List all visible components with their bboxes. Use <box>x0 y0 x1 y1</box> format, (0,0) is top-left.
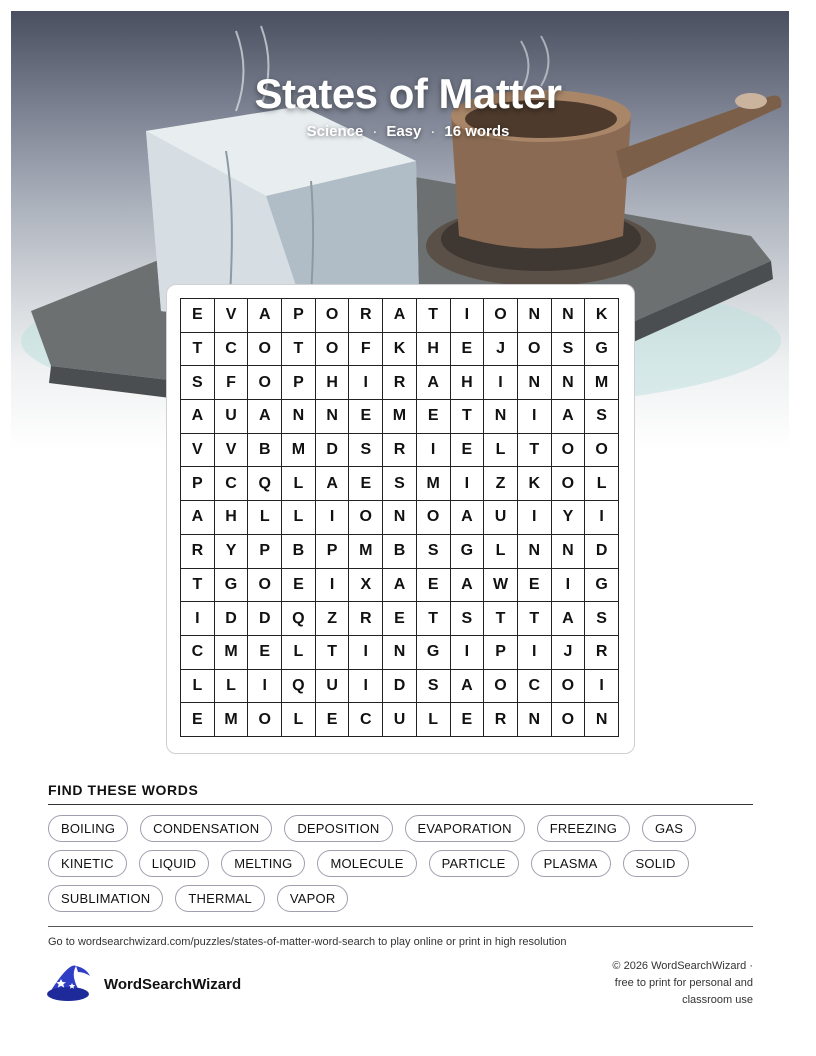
grid-cell[interactable]: O <box>484 299 518 333</box>
grid-cell[interactable]: I <box>484 366 518 400</box>
grid-cell[interactable]: Z <box>316 602 350 636</box>
grid-cell[interactable]: E <box>181 299 215 333</box>
grid-cell[interactable]: I <box>451 299 485 333</box>
grid-cell[interactable]: R <box>383 434 417 468</box>
grid-cell[interactable]: N <box>552 299 586 333</box>
grid-cell[interactable]: N <box>518 299 552 333</box>
divider <box>48 804 753 805</box>
grid-cell[interactable]: U <box>215 400 249 434</box>
grid-cell[interactable]: A <box>383 299 417 333</box>
grid-cell[interactable]: O <box>316 299 350 333</box>
grid-cell[interactable]: S <box>552 333 586 367</box>
grid-cell[interactable]: M <box>282 434 316 468</box>
grid-cell[interactable]: O <box>484 670 518 704</box>
grid-cell[interactable]: T <box>417 299 451 333</box>
word-pill: PARTICLE <box>429 850 519 877</box>
grid-cell[interactable]: N <box>518 366 552 400</box>
grid-cell[interactable]: S <box>451 602 485 636</box>
grid-cell[interactable]: A <box>417 366 451 400</box>
grid-cell[interactable]: N <box>552 535 586 569</box>
grid-cell[interactable]: N <box>282 400 316 434</box>
grid-cell[interactable]: P <box>484 636 518 670</box>
grid-cell[interactable]: L <box>282 636 316 670</box>
grid-cell[interactable]: N <box>484 400 518 434</box>
word-pill: THERMAL <box>175 885 265 912</box>
word-pill: MELTING <box>221 850 305 877</box>
grid-cell[interactable]: A <box>451 569 485 603</box>
grid-cell[interactable]: E <box>282 569 316 603</box>
grid-cell[interactable]: B <box>383 535 417 569</box>
grid-cell[interactable]: R <box>349 299 383 333</box>
word-pill: GAS <box>642 815 696 842</box>
grid-cell[interactable]: K <box>383 333 417 367</box>
copyright-line: © 2026 WordSearchWizard · <box>612 960 753 972</box>
grid-cell[interactable]: E <box>451 333 485 367</box>
grid-cell[interactable]: I <box>585 670 619 704</box>
copyright <box>583 958 753 1009</box>
grid-cell[interactable]: Y <box>215 535 249 569</box>
grid-cell[interactable]: J <box>484 333 518 367</box>
grid-cell[interactable]: F <box>349 333 383 367</box>
copyright-line: free to print for personal and <box>614 977 753 989</box>
grid-cell[interactable]: A <box>248 400 282 434</box>
grid-cell[interactable]: M <box>417 467 451 501</box>
grid-cell[interactable]: R <box>349 602 383 636</box>
grid-cell[interactable]: I <box>316 569 350 603</box>
puzzle-meta <box>0 123 816 140</box>
grid-cell[interactable]: I <box>451 636 485 670</box>
word-pill: SOLID <box>623 850 689 877</box>
grid-cell[interactable]: A <box>451 670 485 704</box>
grid-cell[interactable]: O <box>316 333 350 367</box>
grid-cell[interactable]: L <box>417 703 451 737</box>
grid-cell[interactable]: O <box>248 703 282 737</box>
grid-cell[interactable]: O <box>552 670 586 704</box>
grid-cell[interactable]: I <box>349 636 383 670</box>
grid-cell[interactable]: E <box>349 400 383 434</box>
grid-cell[interactable]: N <box>518 535 552 569</box>
grid-cell[interactable]: C <box>215 333 249 367</box>
grid-cell[interactable]: T <box>417 602 451 636</box>
grid-cell[interactable]: D <box>383 670 417 704</box>
grid-cell[interactable]: I <box>518 400 552 434</box>
grid-cell[interactable]: N <box>585 703 619 737</box>
word-pill: FREEZING <box>537 815 630 842</box>
grid-cell[interactable]: I <box>518 501 552 535</box>
grid-cell[interactable]: R <box>181 535 215 569</box>
grid-cell[interactable]: P <box>282 366 316 400</box>
grid-cell[interactable]: E <box>349 467 383 501</box>
letter-grid[interactable] <box>180 298 619 737</box>
grid-cell[interactable]: B <box>282 535 316 569</box>
grid-cell[interactable]: I <box>518 636 552 670</box>
grid-cell[interactable]: I <box>451 467 485 501</box>
grid-cell[interactable]: G <box>451 535 485 569</box>
grid-cell[interactable]: E <box>316 703 350 737</box>
grid-cell[interactable]: L <box>484 434 518 468</box>
word-pill: MOLECULE <box>317 850 416 877</box>
grid-cell[interactable]: T <box>518 434 552 468</box>
grid-cell[interactable]: S <box>417 535 451 569</box>
grid-cell[interactable]: O <box>585 434 619 468</box>
grid-cell[interactable]: P <box>316 535 350 569</box>
grid-cell[interactable]: O <box>518 333 552 367</box>
grid-cell[interactable]: J <box>552 636 586 670</box>
grid-cell[interactable]: E <box>417 569 451 603</box>
grid-cell[interactable]: R <box>383 366 417 400</box>
footer-note: Go to wordsearchwizard.com/puzzles/states-of-matter-word-search to play online or print in high resolution <box>48 936 567 948</box>
grid-cell[interactable]: G <box>215 569 249 603</box>
grid-cell[interactable]: A <box>552 400 586 434</box>
grid-cell[interactable]: C <box>349 703 383 737</box>
grid-cell[interactable]: C <box>518 670 552 704</box>
grid-cell[interactable]: K <box>585 299 619 333</box>
grid-cell[interactable]: L <box>181 670 215 704</box>
grid-cell[interactable]: B <box>248 434 282 468</box>
grid-cell[interactable]: C <box>215 467 249 501</box>
grid-cell[interactable]: A <box>181 501 215 535</box>
divider <box>48 926 753 927</box>
grid-cell[interactable]: S <box>585 602 619 636</box>
grid-cell[interactable]: C <box>181 636 215 670</box>
grid-cell[interactable]: I <box>316 501 350 535</box>
grid-cell[interactable]: L <box>215 670 249 704</box>
grid-cell[interactable]: W <box>484 569 518 603</box>
grid-cell[interactable]: A <box>552 602 586 636</box>
grid-cell[interactable]: P <box>282 299 316 333</box>
grid-cell[interactable]: U <box>484 501 518 535</box>
grid-cell[interactable]: E <box>451 703 485 737</box>
word-pill: PLASMA <box>531 850 611 877</box>
grid-cell[interactable]: P <box>181 467 215 501</box>
grid-cell[interactable]: E <box>383 602 417 636</box>
grid-cell[interactable]: V <box>215 434 249 468</box>
grid-cell[interactable]: T <box>181 569 215 603</box>
grid-cell[interactable]: G <box>585 569 619 603</box>
page-title: States of Matter <box>254 70 562 117</box>
grid-cell[interactable]: Y <box>552 501 586 535</box>
grid-cell[interactable]: K <box>518 467 552 501</box>
grid-cell[interactable]: I <box>585 501 619 535</box>
category-label: Science <box>306 123 364 140</box>
grid-cell[interactable]: O <box>248 333 282 367</box>
grid-cell[interactable]: E <box>417 400 451 434</box>
grid-cell[interactable]: E <box>518 569 552 603</box>
word-count-label: 16 words <box>444 123 510 140</box>
brand[interactable] <box>46 962 241 1007</box>
grid-cell[interactable]: T <box>181 333 215 367</box>
grid-cell[interactable]: U <box>383 703 417 737</box>
grid-cell[interactable]: I <box>349 366 383 400</box>
grid-cell[interactable]: I <box>349 670 383 704</box>
grid-cell[interactable]: O <box>552 434 586 468</box>
grid-cell[interactable]: A <box>181 400 215 434</box>
word-pill: LIQUID <box>139 850 210 877</box>
grid-cell[interactable]: M <box>215 703 249 737</box>
grid-cell[interactable]: T <box>451 400 485 434</box>
grid-cell[interactable]: Q <box>282 602 316 636</box>
grid-cell[interactable]: D <box>215 602 249 636</box>
wizard-hat-icon <box>46 962 92 1007</box>
copyright-line: classroom use <box>682 994 753 1006</box>
grid-cell[interactable]: M <box>349 535 383 569</box>
meta-separator: · <box>430 123 436 140</box>
grid-cell[interactable]: G <box>585 333 619 367</box>
grid-cell[interactable]: L <box>484 535 518 569</box>
grid-cell[interactable]: D <box>316 434 350 468</box>
grid-cell[interactable]: A <box>451 501 485 535</box>
grid-cell[interactable]: S <box>417 670 451 704</box>
grid-cell[interactable]: E <box>181 703 215 737</box>
grid-cell[interactable]: P <box>248 535 282 569</box>
grid-cell[interactable]: Q <box>248 467 282 501</box>
grid-cell[interactable]: U <box>316 670 350 704</box>
grid-cell[interactable]: A <box>383 569 417 603</box>
brand-name: WordSearchWizard <box>104 976 242 993</box>
grid-cell[interactable]: N <box>383 501 417 535</box>
grid-cell[interactable]: R <box>484 703 518 737</box>
grid-cell[interactable]: H <box>316 366 350 400</box>
grid-cell[interactable]: R <box>585 636 619 670</box>
word-pill: EVAPORATION <box>405 815 525 842</box>
grid-cell[interactable]: O <box>349 501 383 535</box>
grid-cell[interactable]: E <box>451 434 485 468</box>
grid-cell[interactable]: F <box>215 366 249 400</box>
grid-cell[interactable]: L <box>282 703 316 737</box>
grid-cell[interactable]: A <box>248 299 282 333</box>
grid-cell[interactable]: D <box>248 602 282 636</box>
grid-cell[interactable]: N <box>518 703 552 737</box>
grid-cell[interactable]: T <box>484 602 518 636</box>
word-pill: KINETIC <box>48 850 127 877</box>
grid-cell[interactable]: L <box>282 467 316 501</box>
grid-cell[interactable]: Z <box>484 467 518 501</box>
grid-cell[interactable]: T <box>316 636 350 670</box>
grid-cell[interactable]: H <box>451 366 485 400</box>
grid-cell[interactable]: I <box>417 434 451 468</box>
grid-cell[interactable]: S <box>585 400 619 434</box>
difficulty-label: Easy <box>386 123 422 140</box>
grid-cell[interactable]: L <box>248 501 282 535</box>
grid-cell[interactable]: S <box>349 434 383 468</box>
grid-cell[interactable]: X <box>349 569 383 603</box>
grid-cell[interactable]: T <box>518 602 552 636</box>
grid-cell[interactable]: N <box>552 366 586 400</box>
grid-cell[interactable]: S <box>383 467 417 501</box>
grid-cell[interactable]: H <box>215 501 249 535</box>
grid-cell[interactable]: O <box>417 501 451 535</box>
grid-cell[interactable]: O <box>248 366 282 400</box>
grid-cell[interactable]: A <box>316 467 350 501</box>
grid-cell[interactable]: E <box>248 636 282 670</box>
grid-cell[interactable]: V <box>215 299 249 333</box>
word-pill: DEPOSITION <box>284 815 392 842</box>
word-pill: SUBLIMATION <box>48 885 163 912</box>
grid-cell[interactable]: S <box>181 366 215 400</box>
grid-cell[interactable]: Q <box>282 670 316 704</box>
grid-cell[interactable]: T <box>282 333 316 367</box>
grid-cell[interactable]: N <box>383 636 417 670</box>
word-pill: BOILING <box>48 815 128 842</box>
grid-cell[interactable]: D <box>585 535 619 569</box>
word-list <box>48 815 758 912</box>
grid-cell[interactable]: I <box>552 569 586 603</box>
grid-cell[interactable]: V <box>181 434 215 468</box>
grid-cell[interactable]: I <box>181 602 215 636</box>
grid-cell[interactable]: M <box>383 400 417 434</box>
grid-cell[interactable]: H <box>417 333 451 367</box>
meta-separator: · <box>372 123 378 140</box>
word-pill: VAPOR <box>277 885 349 912</box>
grid-cell[interactable]: M <box>215 636 249 670</box>
word-pill: CONDENSATION <box>140 815 272 842</box>
grid-cell[interactable]: G <box>417 636 451 670</box>
grid-cell[interactable]: L <box>282 501 316 535</box>
word-list-heading: FIND THESE WORDS <box>48 782 199 798</box>
grid-cell[interactable]: I <box>248 670 282 704</box>
grid-cell[interactable]: O <box>552 703 586 737</box>
grid-cell[interactable]: M <box>585 366 619 400</box>
grid-cell[interactable]: O <box>248 569 282 603</box>
grid-cell[interactable]: L <box>585 467 619 501</box>
grid-cell[interactable]: N <box>316 400 350 434</box>
grid-cell[interactable]: O <box>552 467 586 501</box>
